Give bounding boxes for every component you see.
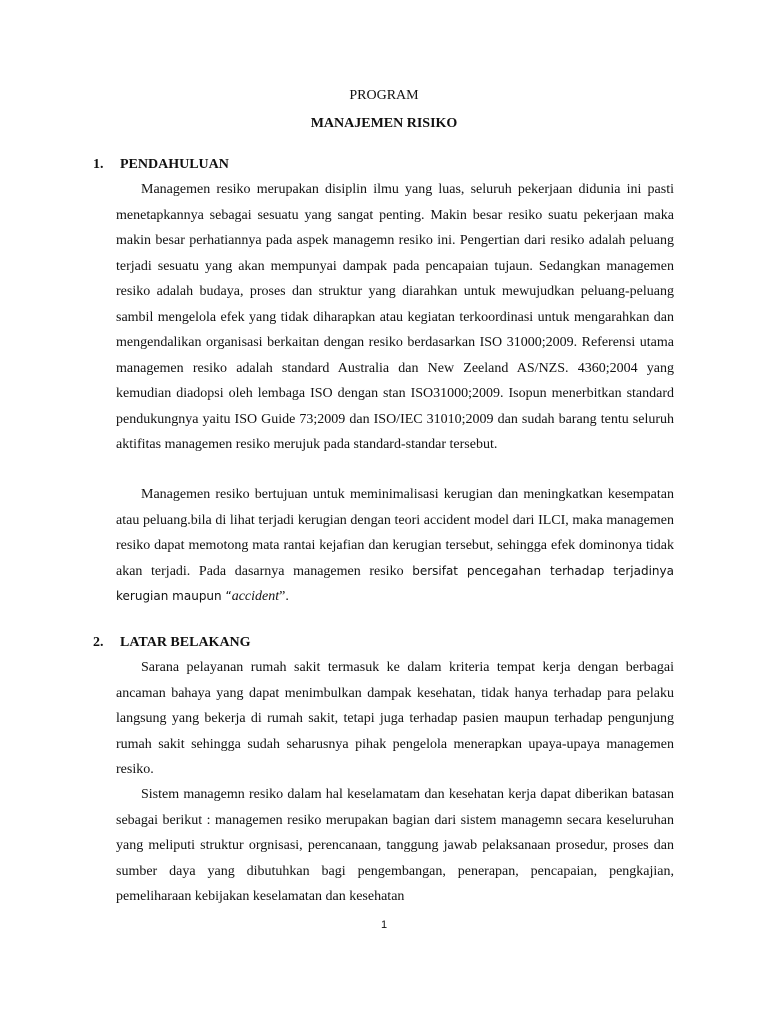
paragraph bbox=[116, 482, 674, 610]
section-title: PENDAHULUAN bbox=[120, 157, 229, 172]
section-number: 2. bbox=[93, 635, 104, 650]
page-number: 1 bbox=[380, 919, 388, 931]
italic-term: accident bbox=[231, 589, 280, 604]
document-subtitle: MANAJEMEN RISIKO bbox=[310, 116, 458, 131]
section-number: 1. bbox=[93, 157, 104, 172]
paragraph: Sarana pelayanan rumah sakit termasuk ke dalam kriteria tempat kerja dengan berbagai ancaman bahaya yang dapat menimbulkan dampak kesehatan, tidak hanya terhadap para pelaku langsung yang bekerja di rumah sakit, tetapi juga terhadap pasien maupun terhadap pengunjung rumah sakit sehingga sudah seharusnya pihak pengelola menerapkan upaya-upaya managemen resiko. bbox=[116, 660, 674, 777]
section-title: LATAR BELAKANG bbox=[120, 635, 251, 650]
section-heading-pendahuluan bbox=[93, 156, 229, 174]
section-heading-latar-belakang bbox=[93, 634, 251, 652]
paragraph: Managemen resiko merupakan disiplin ilmu yang luas, seluruh pekerjaan didunia ini pasti menetapkannya sebagai sesuatu yang sangat penting. Makin besar resiko suatu pekerjaan maka makin besar perhatiannya pada aspek managemn resiko ini. Pengertian dari resiko adalah peluang terjadi sesuatu yang akan mempunyai dampak pada pencapaian tujaun. Sedangkan managemen resiko adalah budaya, proses dan struktur yang diarahkan untuk mewujudkan peluang-peluang sambil mengelola efek yang tidak diharapkan atau kegiatan terkoordinasi untuk mengarahkan dan mengendalikan organisasi berkaitan dengan resiko berdasarkan ISO 31000;2009. Referensi utama managemen resiko adalah standard Australia dan New Zeeland AS/NZS. 4360;2004 yang kemudian diadopsi oleh lembaga ISO dengan stan ISO31000;2009. Isopun menerbitkan standard pendukungnya yaitu ISO Guide 73;2009 dan ISO/IEC 31010;2009 dan sudah barang tentu seluruh aktifitas managemen resiko merujuk pada standard-standar tersebut. bbox=[116, 182, 674, 452]
paragraph-text-tail: bersifat pencegahan terhadap terjadinya kerugian maupun “ bbox=[116, 563, 674, 603]
closing-quote: ”. bbox=[279, 589, 289, 604]
paragraph-text: Managemen resiko bertujuan untuk meminimalisasi kerugian dan meningkatkan kesempatan atau peluang.bila di lihat terjadi kerugian dengan teori accident model dari ILCI, maka managemen resiko dapat memotong mata rantai kejafian dan kerugian tersebut, sehingga efek dominonya tidak akan terjadi. Pada dasarnya managemen resiko bbox=[116, 487, 674, 579]
paragraph: Sistem managemn resiko dalam hal keselamatam dan kesehatan kerja dapat diberikan batasan sebagai berikut : managemen resiko merupakan bagian dari sistem managemn secara keseluruhan yang meliputi struktur orgnisasi, perencanaan, tanggung jawab pelaksanaan prosedur, proses dan sumber daya yang dibutuhkan bagi pengembangan, penerapan, pencapaian, pengkajian, pemeliharaan kebijakan keselamatan dan kesehatan bbox=[116, 787, 674, 904]
document-title: PROGRAM bbox=[349, 88, 419, 103]
